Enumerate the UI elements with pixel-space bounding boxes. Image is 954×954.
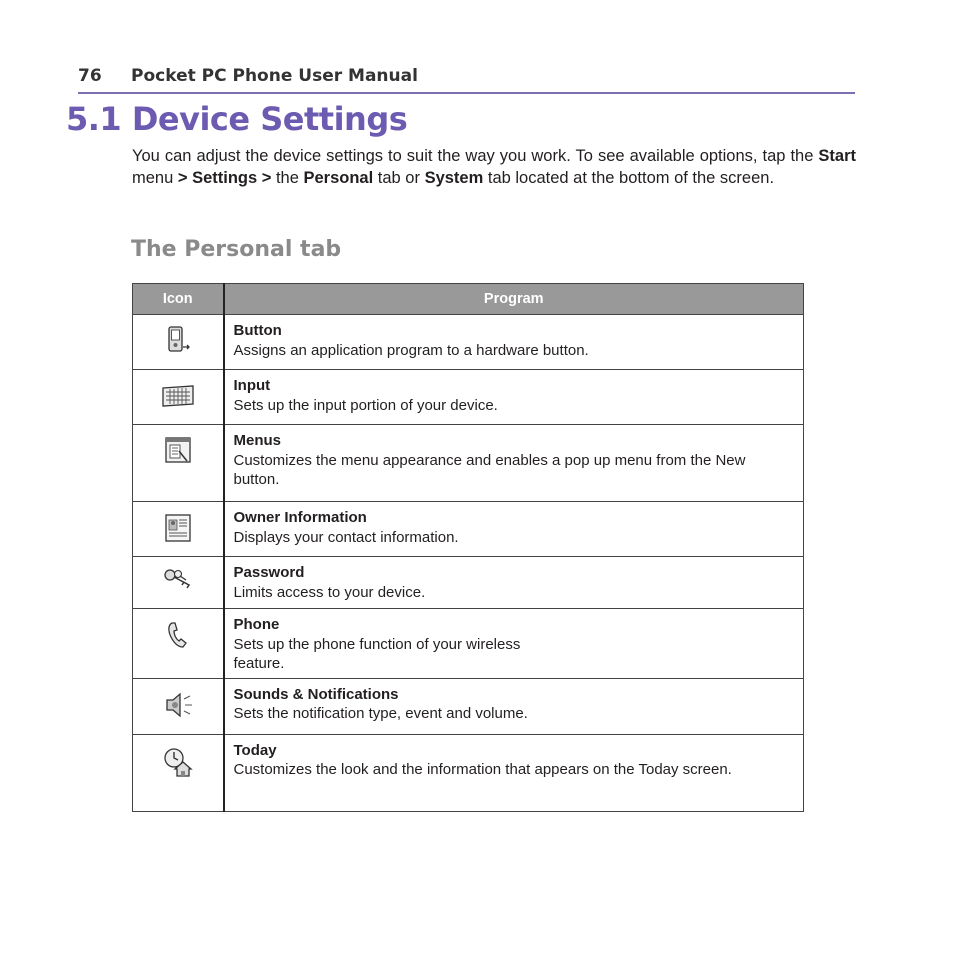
intro-text: tab or [373,169,425,187]
table-row [133,678,804,734]
table-row [133,502,804,557]
program-description: Customizes the menu appearance and enables a pop up menu from the New button. [233,451,746,488]
intro-paragraph [132,145,856,189]
intro-personal: Personal [303,169,374,187]
program-description: Assigns an application program to a hardware button. [233,341,589,359]
program-description: Sets the notification type, event and volume. [233,705,528,722]
owner-info-icon [162,512,194,544]
program-name: Menus [233,432,282,449]
table-row [133,370,804,425]
program-name: Input [233,377,271,394]
program-description: Limits access to your device. [233,583,426,601]
table-row [133,557,804,609]
intro-text: menu [132,169,178,187]
table-header-row [133,284,804,315]
table-row [133,315,804,370]
program-column-header: Program [224,284,804,315]
page-number: 76 [78,66,102,86]
today-icon [161,745,195,779]
table-row [133,734,804,811]
section-title: 5.1 Device Settings [66,100,408,138]
table-row [133,425,804,502]
program-name: Phone [233,616,280,633]
intro-settings: > Settings > [177,169,272,187]
manual-title: Pocket PC Phone User Manual [131,66,418,86]
program-name: Sounds & Notifications [233,685,399,703]
keyboard-icon [160,380,196,410]
program-description: Customizes the look and the information that appears on the Today screen. [233,761,732,778]
keys-icon [162,567,194,593]
subsection-title: The Personal tab [131,237,342,262]
program-description: Sets up the input portion of your device. [233,396,498,414]
program-name: Button [233,322,282,339]
program-description: Displays your contact information. [233,528,459,546]
intro-text: You can adjust the device settings to suit the way you work. To see available options, tap the [132,147,819,165]
speaker-icon [161,689,195,721]
menus-icon [162,435,194,467]
program-name: Password [233,564,305,581]
intro-text: the [271,169,304,187]
personal-tab-table [132,283,804,812]
program-name: Owner Information [233,509,367,526]
intro-text: tab located at the bottom of the screen. [483,169,775,187]
table-row [133,609,804,679]
button-icon [163,325,193,355]
icon-column-header: Icon [133,284,224,315]
intro-start: Start [818,147,856,165]
program-name: Today [233,741,277,759]
page-header [78,64,855,94]
phone-icon [163,619,193,651]
program-description: Sets up the phone function of your wireless feature. [233,635,521,672]
intro-system: System [424,169,484,187]
